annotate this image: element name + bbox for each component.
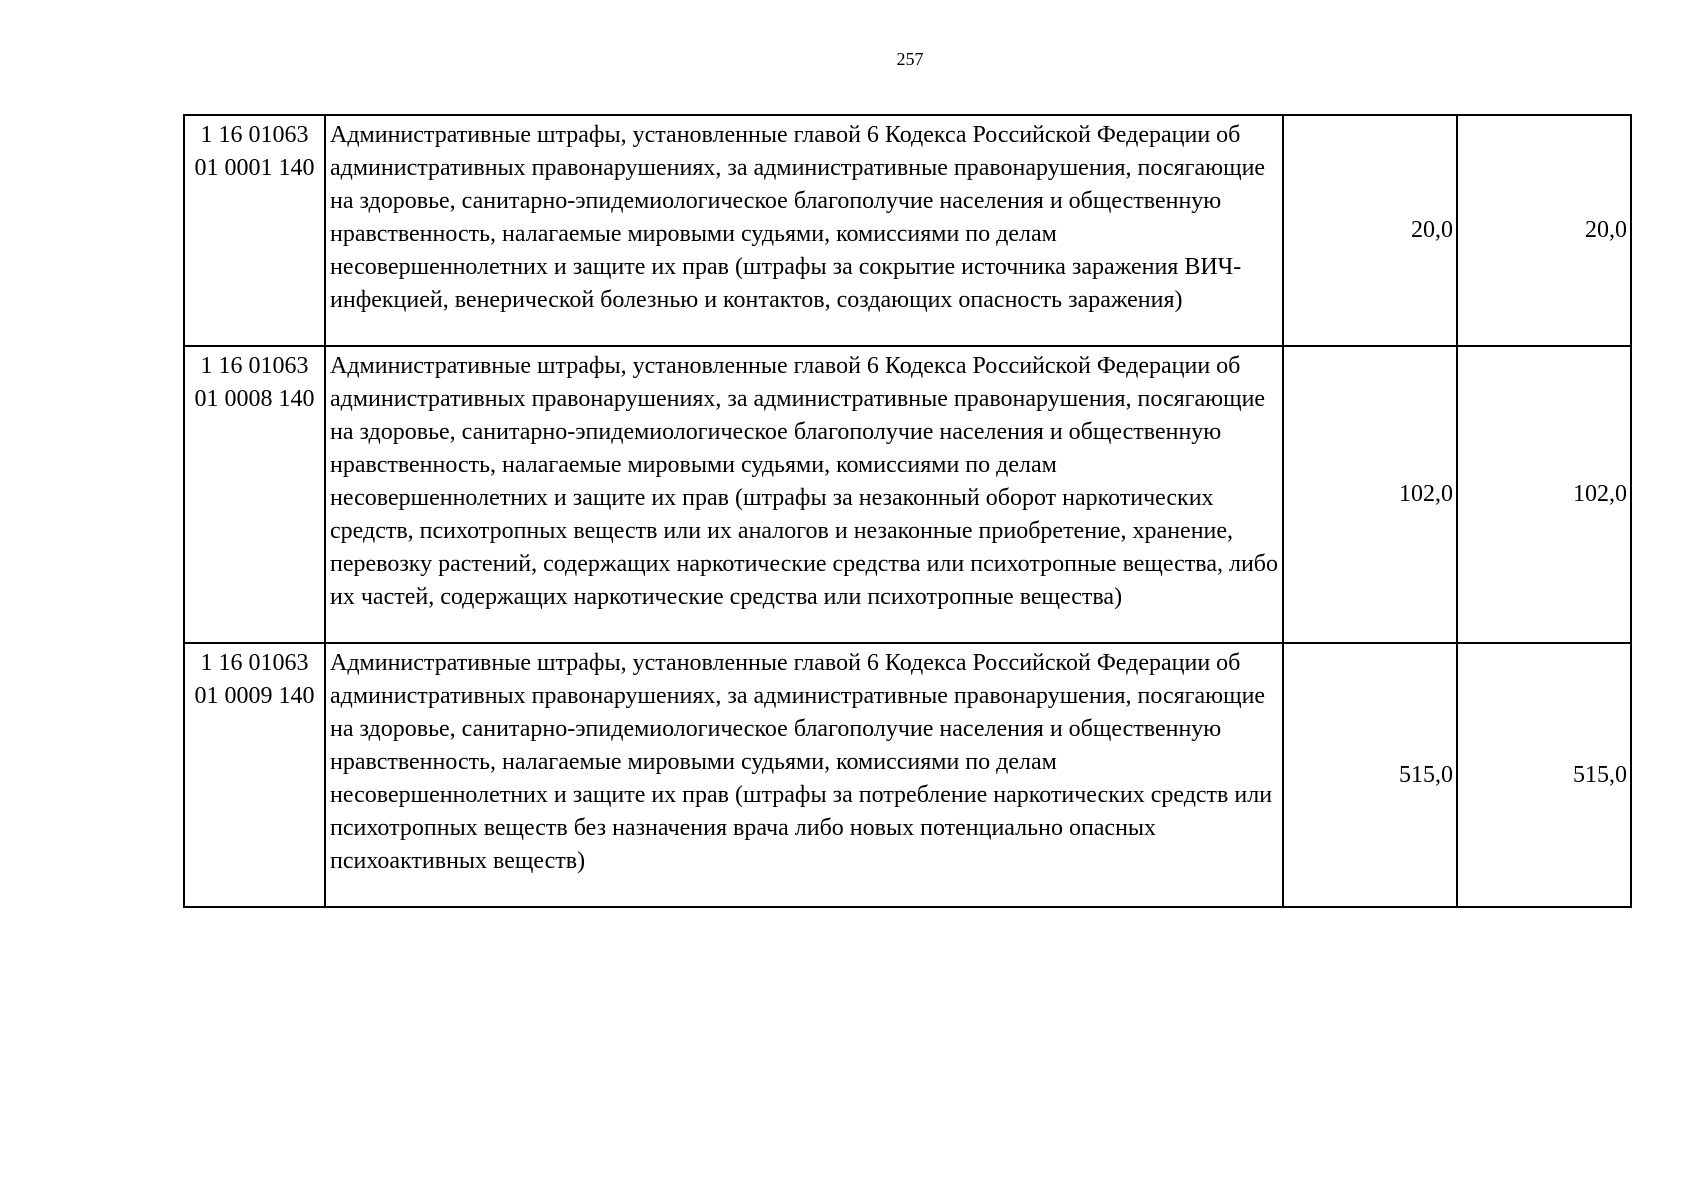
budget-code-line: 1 16 01063	[200, 122, 309, 148]
table-row	[184, 115, 1631, 346]
budget-code-line: 01 0001 140	[194, 155, 315, 181]
amount-cell: 515,0	[1283, 643, 1457, 907]
income-name-cell: Административные штрафы, установленные главой 6 Кодекса Российской Федерации об административных правонарушениях, за административные правонарушения, посягающие на здоровье, санитарно-эпидемиологическое благополучие населения и общественную нравственность, налагаемые мировыми судьями, комиссиями по делам несовершеннолетних и защите их прав (штрафы за потребление наркотических средств или психотропных веществ без назначения врача либо новых потенциально опасных психоактивных веществ)	[325, 643, 1283, 907]
budget-code-cell	[184, 346, 325, 643]
amount-cell: 102,0	[1283, 346, 1457, 643]
income-name-cell: Административные штрафы, установленные главой 6 Кодекса Российской Федерации об административных правонарушениях, за административные правонарушения, посягающие на здоровье, санитарно-эпидемиологическое благополучие населения и общественную нравственность, налагаемые мировыми судьями, комиссиями по делам несовершеннолетних и защите их прав (штрафы за незаконный оборот наркотических средств, психотропных веществ или их аналогов и незаконные приобретение, хранение, перевозку растений, содержащих наркотические средства или психотропные вещества, либо их частей, содержащих наркотические средства или психотропные вещества)	[325, 346, 1283, 643]
amount-cell: 20,0	[1457, 115, 1631, 346]
income-name-cell: Административные штрафы, установленные главой 6 Кодекса Российской Федерации об административных правонарушениях, за административные правонарушения, посягающие на здоровье, санитарно-эпидемиологическое благополучие населения и общественную нравственность, налагаемые мировыми судьями, комиссиями по делам несовершеннолетних и защите их прав (штрафы за сокрытие источника заражения ВИЧ-инфекцией, венерической болезнью и контактов, создающих опасность заражения)	[325, 115, 1283, 346]
amount-cell: 102,0	[1457, 346, 1631, 643]
budget-code-line: 01 0009 140	[194, 683, 315, 709]
budget-table	[183, 114, 1632, 908]
amount-cell: 20,0	[1283, 115, 1457, 346]
amount-cell: 515,0	[1457, 643, 1631, 907]
budget-code-line: 1 16 01063	[200, 353, 309, 379]
budget-code-line: 1 16 01063	[200, 650, 309, 676]
table-row	[184, 643, 1631, 907]
budget-code-cell	[184, 643, 325, 907]
table-row	[184, 346, 1631, 643]
page-number: 257	[896, 49, 924, 69]
budget-code-line: 01 0008 140	[194, 386, 315, 412]
budget-code-cell	[184, 115, 325, 346]
